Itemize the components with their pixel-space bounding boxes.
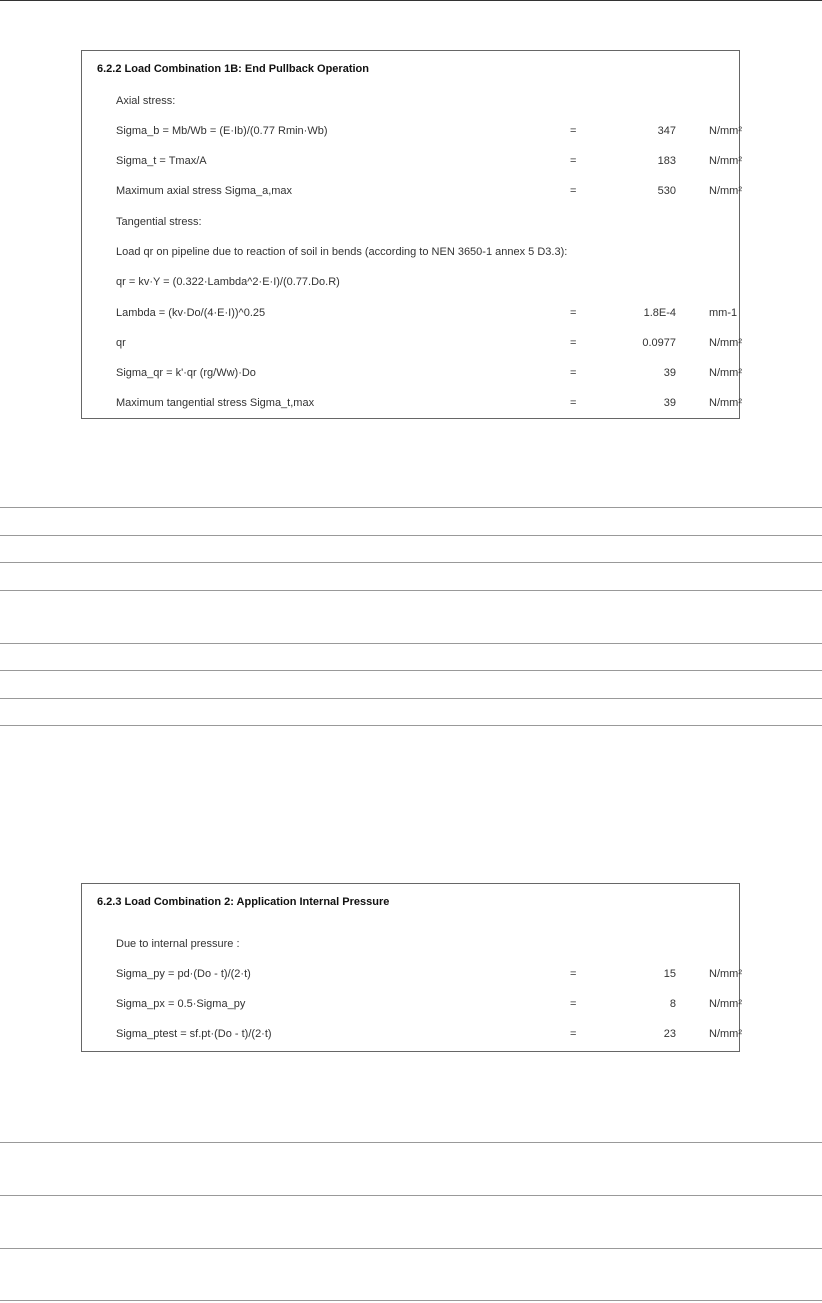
calc-value: 39 bbox=[663, 367, 676, 379]
calc-line bbox=[116, 967, 742, 982]
equals-sign: = bbox=[570, 367, 577, 379]
calc-line bbox=[116, 275, 340, 290]
equals-sign: = bbox=[570, 968, 577, 980]
section-title: 6.2.3 Load Combination 2: Application Internal Pressure bbox=[97, 896, 390, 908]
calc-box-load-combination-2 bbox=[81, 883, 740, 1052]
calc-value: 347 bbox=[657, 125, 676, 137]
calc-unit: N/mm² bbox=[709, 155, 742, 167]
table-rule bbox=[0, 670, 822, 671]
calc-value: 8 bbox=[669, 998, 676, 1010]
calc-unit: N/mm² bbox=[709, 185, 742, 197]
calc-label: Sigma_py = pd·(Do - t)/(2·t) bbox=[116, 968, 251, 980]
calc-value: 15 bbox=[663, 968, 676, 980]
calc-label: Due to internal pressure : bbox=[116, 938, 240, 950]
calc-line bbox=[116, 306, 738, 321]
equals-sign: = bbox=[570, 307, 577, 319]
calc-unit: N/mm² bbox=[709, 367, 742, 379]
calc-label: Tangential stress: bbox=[116, 216, 202, 228]
table-rule bbox=[0, 562, 822, 563]
calc-line bbox=[116, 124, 742, 139]
calc-value: 0.0977 bbox=[642, 337, 676, 349]
table-rule bbox=[0, 535, 822, 536]
calc-unit: N/mm² bbox=[709, 1028, 742, 1040]
table-rule bbox=[0, 1300, 822, 1301]
calc-line bbox=[116, 396, 742, 411]
table-rule bbox=[0, 1195, 822, 1196]
calc-label: Sigma_qr = k'·qr (rg/Ww)·Do bbox=[116, 367, 256, 379]
calc-line bbox=[116, 997, 742, 1012]
table-rule bbox=[0, 1248, 822, 1249]
calc-value: 1.8E-4 bbox=[643, 307, 676, 319]
calc-label: Sigma_t = Tmax/A bbox=[116, 155, 207, 167]
table-rule bbox=[0, 643, 822, 644]
calc-label: Load qr on pipeline due to reaction of soil in bends (according to NEN 3650-1 annex 5 D3.3): bbox=[116, 246, 568, 258]
calc-line bbox=[116, 1027, 742, 1042]
equals-sign: = bbox=[570, 397, 577, 409]
equals-sign: = bbox=[570, 337, 577, 349]
calc-label: qr = kv·Y = (0.322·Lambda^2·E·I)/(0.77.Do.R) bbox=[116, 276, 340, 288]
calc-label: Sigma_b = Mb/Wb = (E·Ib)/(0.77 Rmin·Wb) bbox=[116, 125, 328, 137]
section-title: 6.2.2 Load Combination 1B: End Pullback Operation bbox=[97, 63, 369, 75]
calc-unit: N/mm² bbox=[709, 337, 742, 349]
calc-label: Maximum axial stress Sigma_a,max bbox=[116, 185, 293, 197]
calc-label: Axial stress: bbox=[116, 95, 176, 107]
calc-unit: N/mm² bbox=[709, 397, 742, 409]
calc-value: 39 bbox=[663, 397, 676, 409]
page-top-rule bbox=[0, 0, 822, 1]
calc-unit: N/mm² bbox=[709, 998, 742, 1010]
calc-label: Sigma_ptest = sf.pt·(Do - t)/(2·t) bbox=[116, 1028, 272, 1040]
calc-unit: N/mm² bbox=[709, 968, 742, 980]
calc-line bbox=[116, 215, 202, 230]
calc-label: Lambda = (kv·Do/(4·E·I))^0.25 bbox=[116, 307, 266, 319]
calc-unit: N/mm² bbox=[709, 125, 742, 137]
calc-line bbox=[116, 336, 742, 351]
calc-label: qr bbox=[116, 337, 126, 349]
table-rule bbox=[0, 590, 822, 591]
table-rule bbox=[0, 698, 822, 699]
calc-line bbox=[116, 366, 742, 381]
calc-value: 183 bbox=[657, 155, 676, 167]
table-rule bbox=[0, 507, 822, 508]
equals-sign: = bbox=[570, 155, 577, 167]
calc-unit: mm-1 bbox=[709, 307, 738, 319]
calc-value: 23 bbox=[663, 1028, 676, 1040]
calc-line bbox=[116, 94, 175, 109]
equals-sign: = bbox=[570, 125, 577, 137]
equals-sign: = bbox=[570, 185, 577, 197]
calc-line bbox=[116, 245, 567, 260]
equals-sign: = bbox=[570, 1028, 577, 1040]
calc-line bbox=[116, 937, 240, 952]
table-rule bbox=[0, 1142, 822, 1143]
calc-box-load-combination-1b bbox=[81, 50, 740, 419]
table-rule bbox=[0, 725, 822, 726]
calc-line bbox=[116, 184, 742, 199]
calc-value: 530 bbox=[657, 185, 676, 197]
calc-line bbox=[116, 154, 742, 169]
calc-label: Maximum tangential stress Sigma_t,max bbox=[116, 397, 315, 409]
calc-label: Sigma_px = 0.5·Sigma_py bbox=[116, 998, 246, 1010]
equals-sign: = bbox=[570, 998, 577, 1010]
